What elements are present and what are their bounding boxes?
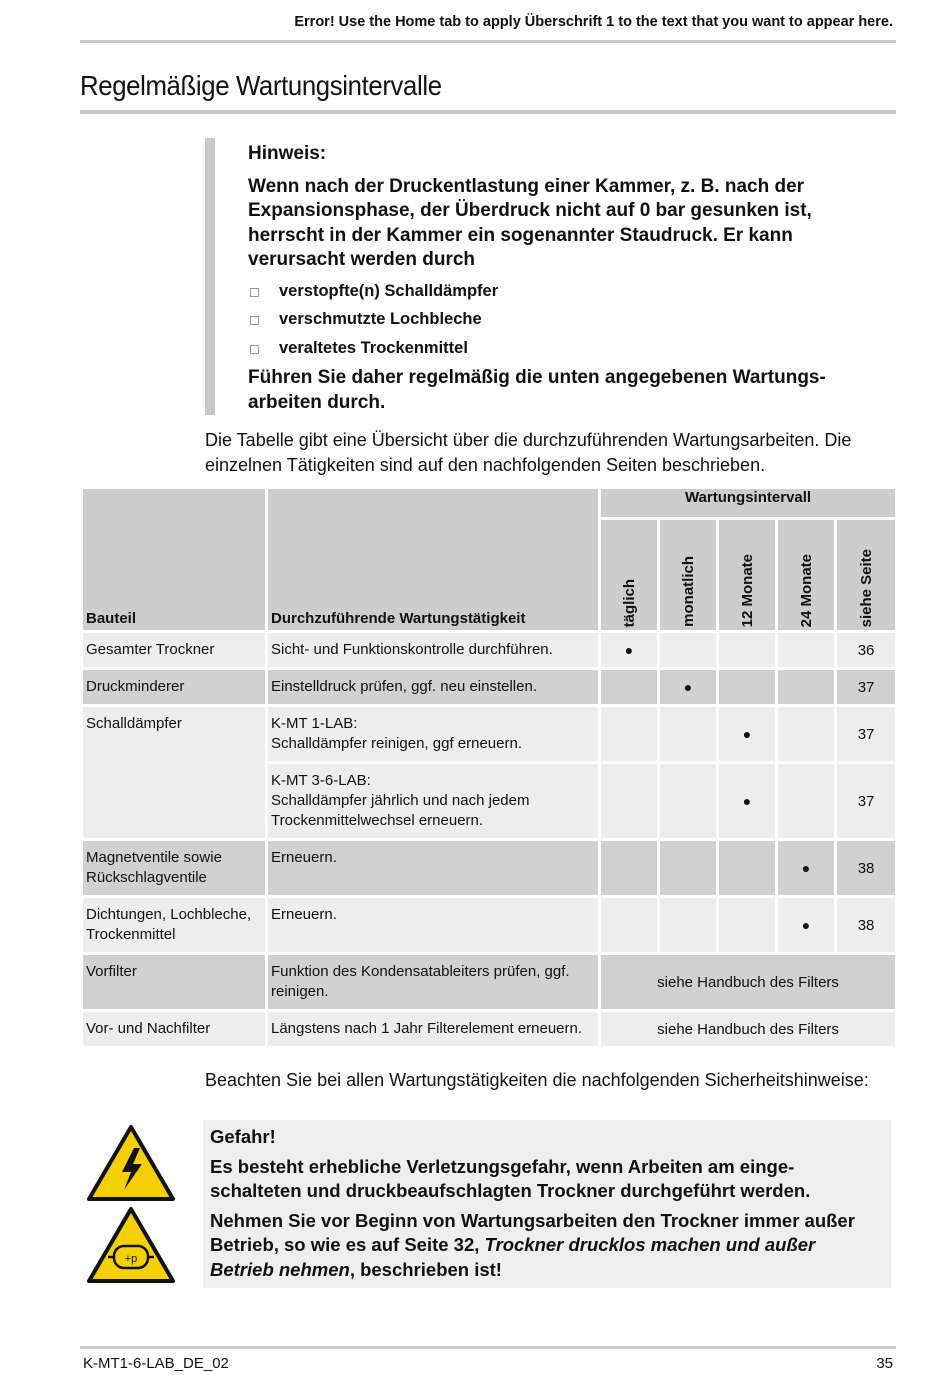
header-12-months-label: 12 Monate xyxy=(738,553,756,627)
cell-daily xyxy=(601,707,657,761)
activity-line: Schalldämpfer jährlich und nach jedem Trockenmittelwechsel erneuern. xyxy=(271,792,530,829)
cell-12-months xyxy=(719,670,775,704)
cell-12-months xyxy=(719,841,775,895)
cell-24-months: ● xyxy=(778,898,834,952)
danger-box xyxy=(203,1120,891,1288)
cell-monthly xyxy=(660,764,716,838)
note-side-bar xyxy=(205,138,215,415)
cell-page: 36 xyxy=(837,633,895,667)
page-title: Regelmäßige Wartungsintervalle xyxy=(80,70,442,101)
danger-instruction xyxy=(210,1209,880,1283)
footer-rule xyxy=(80,1346,896,1349)
table-row xyxy=(83,841,895,895)
cell-component: Vor- und Nachfilter xyxy=(83,1012,265,1046)
footer-doc-id: K-MT1-6-LAB_DE_02 xyxy=(83,1355,229,1372)
cell-page: 38 xyxy=(837,898,895,952)
header-see-page-label: siehe Seite xyxy=(857,548,875,627)
cell-daily xyxy=(601,670,657,704)
header-monthly-label: monatlich xyxy=(679,556,697,627)
header-monthly xyxy=(660,520,716,630)
maintenance-table xyxy=(80,486,898,1049)
safety-intro: Beachten Sie bei allen Wartungstätigkeiten die nachfolgenden Sicherheitshinweise: xyxy=(205,1070,869,1090)
danger-heading: Gefahr! xyxy=(210,1126,276,1147)
cell-12-months: ● xyxy=(719,764,775,838)
cell-component: Dichtungen, Lochbleche, Trockenmittel xyxy=(83,898,265,952)
cell-24-months xyxy=(778,764,834,838)
intro-paragraph: Die Tabelle gibt eine Übersicht über die durchzuführenden Wartungsarbeiten. Die einzelnen Tätigkeiten sind auf den nachfolgenden Seiten beschrieben. xyxy=(205,430,852,475)
danger-instruction-prefix: Nehmen Sie vor Beginn von Wartungsarbeiten den Trockner immer außer Betrieb, so wie es auf Seite 32, xyxy=(210,1209,855,1255)
note-content xyxy=(248,142,868,419)
cell-page: 37 xyxy=(837,707,895,761)
cell-interval-note: siehe Handbuch des Filters xyxy=(601,955,895,1009)
cell-24-months xyxy=(778,707,834,761)
cell-12-months: ● xyxy=(719,707,775,761)
cell-24-months xyxy=(778,670,834,704)
cell-page: 38 xyxy=(837,841,895,895)
electrical-hazard-icon xyxy=(86,1124,176,1202)
list-item-label: verstopfte(n) Schalldämpfer xyxy=(279,281,499,300)
note-closing: Führen Sie daher regelmäßig die unten angegebenen Wartungs-arbeiten durch. xyxy=(248,367,826,413)
note-text: Wenn nach der Druckentlastung einer Kammer, z. B. nach der Expansionsphase, der Überdruck nicht auf 0 bar gesunken ist, herrscht in der Kammer ein sogenannter Staudruck. Er kann verursacht werden durch xyxy=(248,175,812,270)
table-row xyxy=(83,633,895,667)
cell-monthly xyxy=(660,707,716,761)
cell-24-months xyxy=(778,633,834,667)
danger-instruction-reference: Trockner drucklos machen und außer Betrieb nehmen xyxy=(210,1234,816,1280)
note-box xyxy=(205,138,885,415)
cell-activity: Erneuern. xyxy=(268,841,598,895)
table-row xyxy=(83,707,895,761)
list-item xyxy=(248,277,868,306)
note-heading: Hinweis: xyxy=(248,143,327,164)
danger-content xyxy=(210,1125,880,1287)
header-see-page xyxy=(837,520,895,630)
cell-12-months xyxy=(719,633,775,667)
cell-component: Druckminderer xyxy=(83,670,265,704)
list-item-label: verschmutzte Lochbleche xyxy=(279,310,482,328)
header-12-months xyxy=(719,520,775,630)
cell-daily xyxy=(601,898,657,952)
square-bullet-icon xyxy=(250,288,259,297)
header-daily-label: täglich xyxy=(620,578,638,627)
square-bullet-icon xyxy=(250,345,259,354)
header-activity: Durchzuführende Wartungstätigkeit xyxy=(268,489,598,630)
title-rule xyxy=(80,110,896,114)
activity-line: K-MT 3-6-LAB: xyxy=(271,772,371,789)
table-row xyxy=(83,955,895,1009)
cell-component: Magnetventile sowie Rückschlagventile xyxy=(83,841,265,895)
danger-instruction-suffix: , beschrieben ist! xyxy=(349,1258,502,1280)
cell-monthly: ● xyxy=(660,670,716,704)
activity-line: K-MT 1-LAB: xyxy=(271,715,358,732)
cell-interval-note: siehe Handbuch des Filters xyxy=(601,1012,895,1046)
cell-activity xyxy=(268,707,598,761)
cell-monthly xyxy=(660,841,716,895)
activity-line: Schalldämpfer reinigen, ggf erneuern. xyxy=(271,735,522,752)
header-24-months xyxy=(778,520,834,630)
cell-activity xyxy=(268,764,598,838)
table-row xyxy=(83,670,895,704)
header-interval: Wartungsintervall xyxy=(601,489,895,517)
square-bullet-icon xyxy=(250,316,259,325)
list-item xyxy=(248,305,868,334)
footer-page-number: 35 xyxy=(876,1355,893,1372)
note-list xyxy=(248,277,868,363)
cell-monthly xyxy=(660,633,716,667)
table-row xyxy=(83,898,895,952)
pressure-hazard-icon xyxy=(86,1206,176,1284)
header-24-months-label: 24 Monate xyxy=(797,553,815,627)
cell-daily: ● xyxy=(601,633,657,667)
cell-monthly xyxy=(660,898,716,952)
cell-component: Gesamter Trockner xyxy=(83,633,265,667)
cell-page: 37 xyxy=(837,764,895,838)
danger-text: Es besteht erhebliche Verletzungsgefahr, wenn Arbeiten am einge-schalteten und druckbeaufschlagten Trockner durchgeführt werden. xyxy=(210,1155,811,1201)
cell-24-months: ● xyxy=(778,841,834,895)
cell-component: Schalldämpfer xyxy=(83,707,265,838)
cell-activity: Einstelldruck prüfen, ggf. neu einstellen. xyxy=(268,670,598,704)
header-daily xyxy=(601,520,657,630)
table-row xyxy=(83,1012,895,1046)
list-item-label: veraltetes Trockenmittel xyxy=(279,338,468,357)
cell-page: 37 xyxy=(837,670,895,704)
cell-activity: Funktion des Kondensatableiters prüfen, ggf. reinigen. xyxy=(268,955,598,1009)
cell-component: Vorfilter xyxy=(83,955,265,1009)
cell-activity: Erneuern. xyxy=(268,898,598,952)
cell-12-months xyxy=(719,898,775,952)
cell-activity: Längstens nach 1 Jahr Filterelement erneuern. xyxy=(268,1012,598,1046)
list-item xyxy=(248,334,868,363)
header-rule xyxy=(80,40,896,43)
header-component: Bauteil xyxy=(83,489,265,630)
pressure-label: +p xyxy=(124,1253,138,1265)
cell-daily xyxy=(601,764,657,838)
cell-activity: Sicht- und Funktionskontrolle durchführen. xyxy=(268,633,598,667)
running-header: Error! Use the Home tab to apply Überschrift 1 to the text that you want to appear here. xyxy=(294,14,893,30)
cell-daily xyxy=(601,841,657,895)
